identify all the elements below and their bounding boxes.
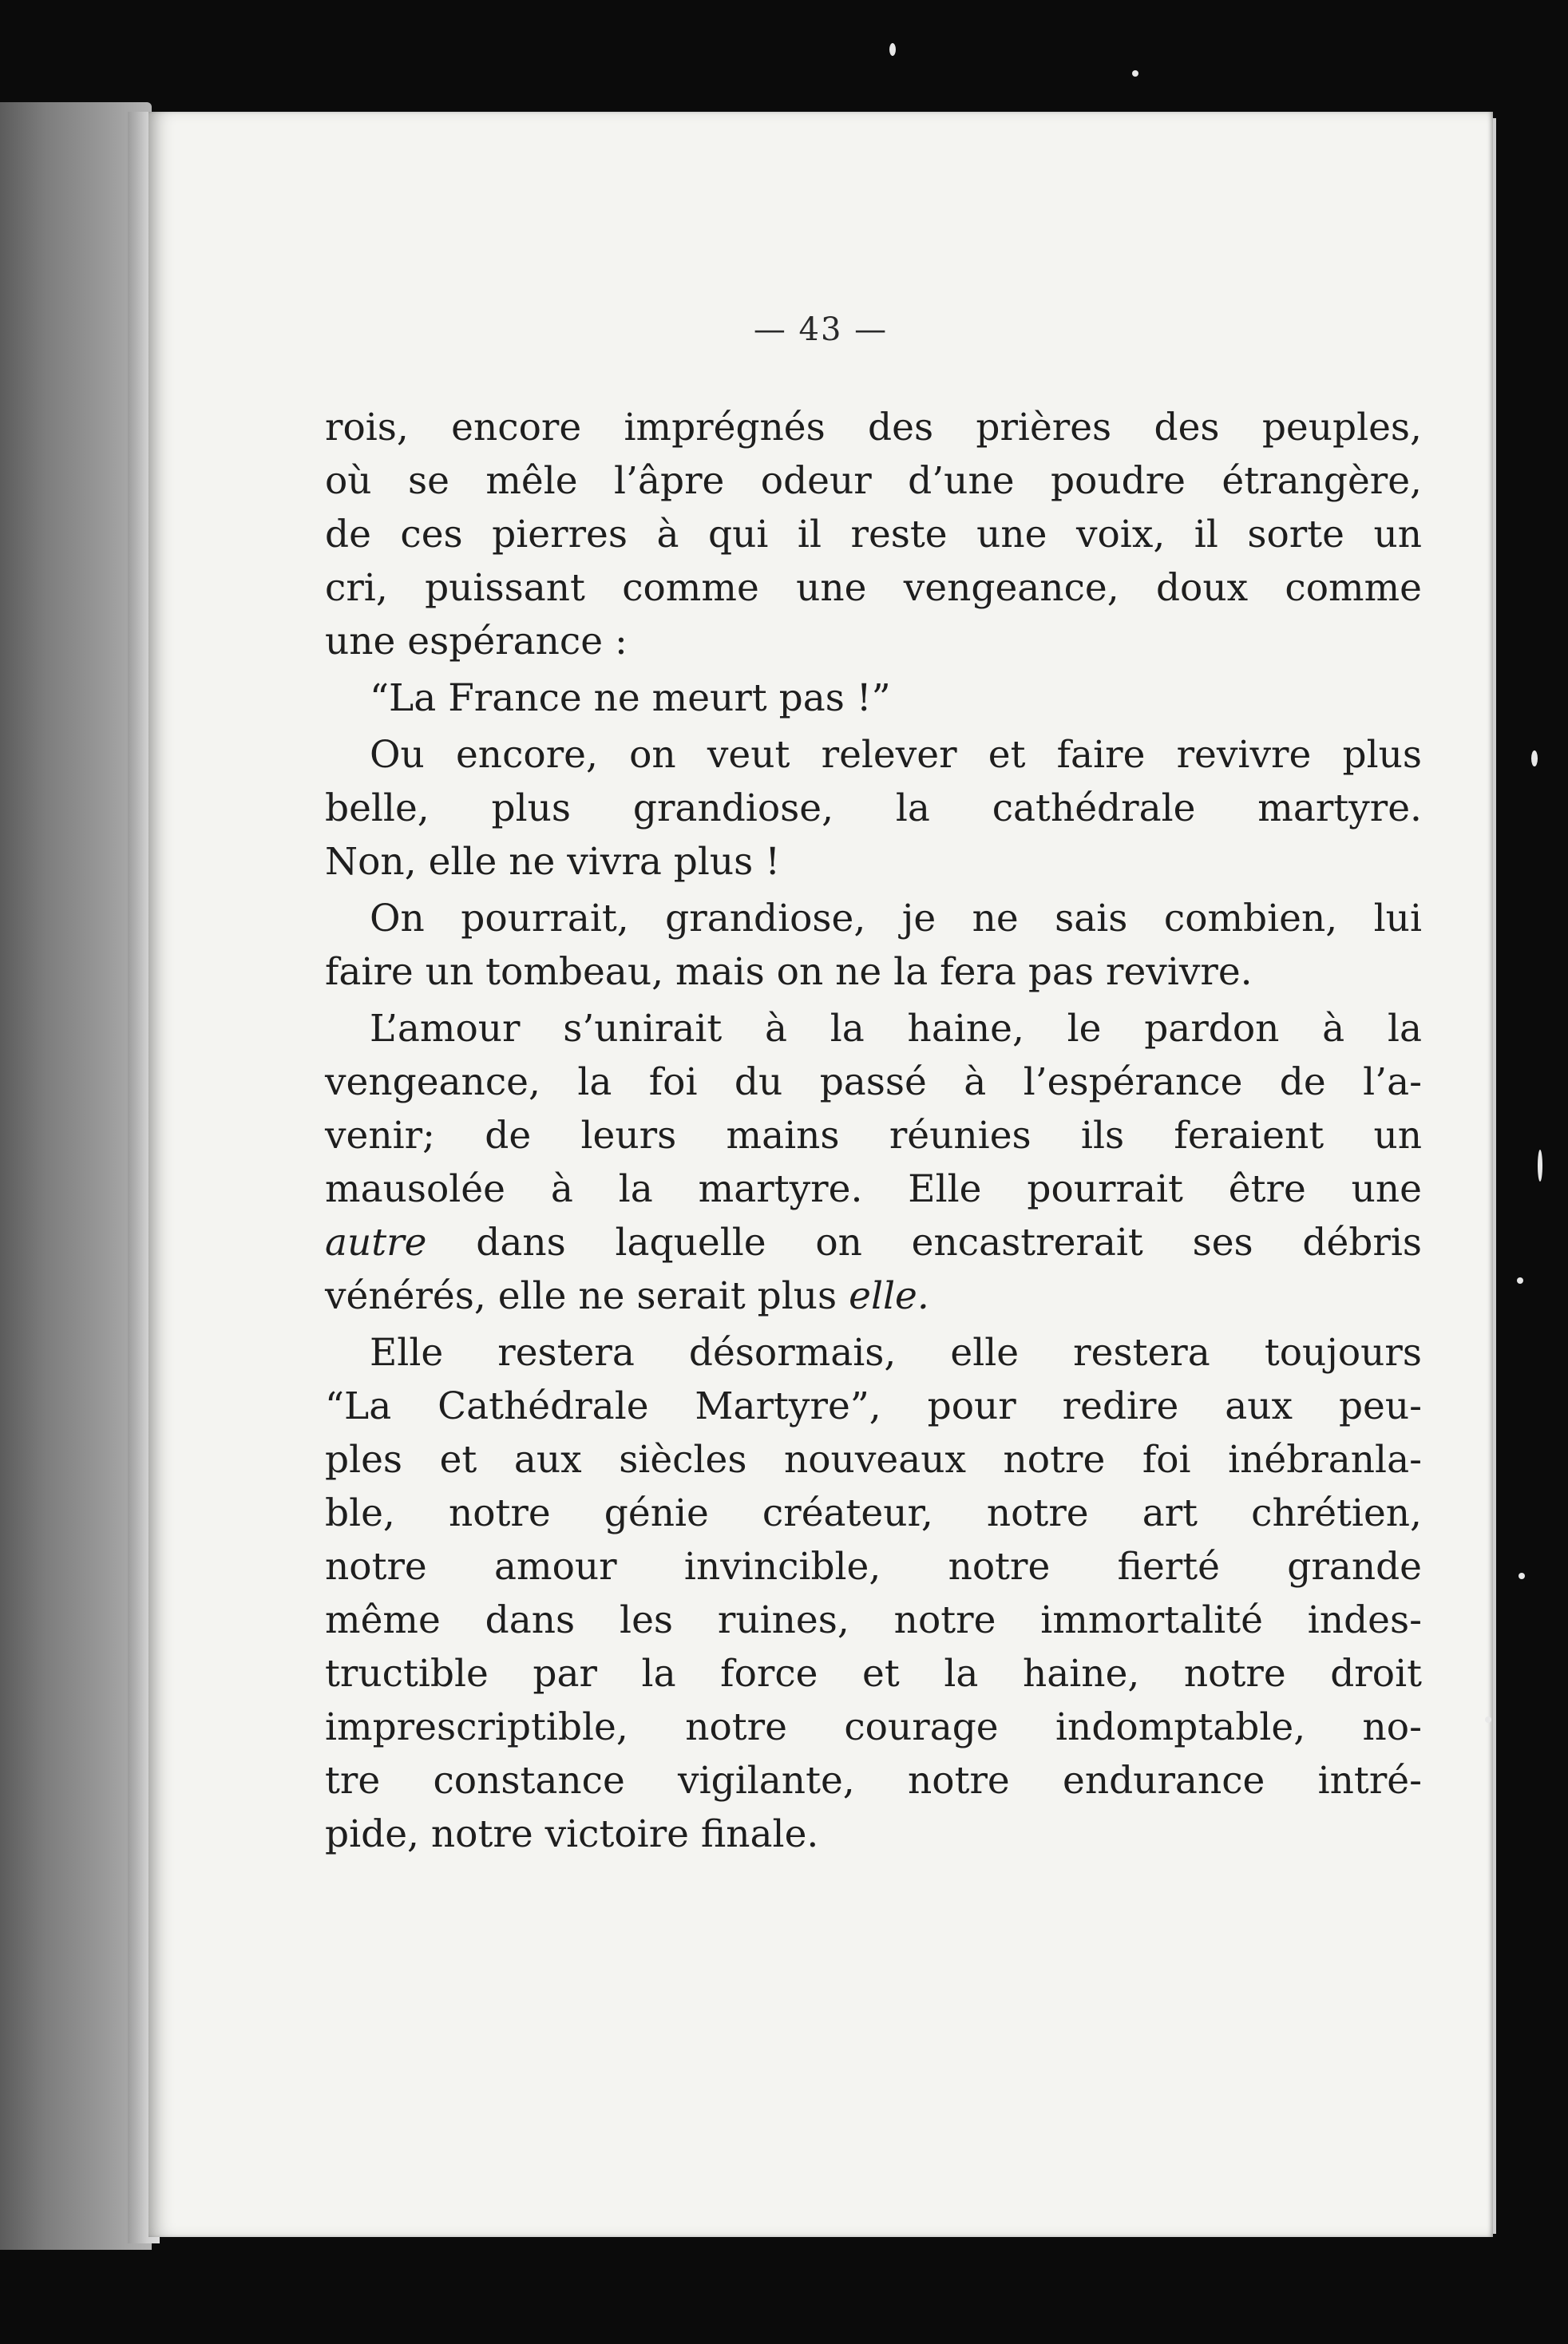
text-line: notre amour invincible, notre fierté grande <box>325 1545 1422 1589</box>
dust-speck <box>889 43 896 56</box>
dust-speck <box>1132 70 1138 77</box>
dust-speck <box>1517 1277 1523 1284</box>
text-line: L’amour s’unirait à la haine, le pardon à la <box>370 1007 1422 1051</box>
text-line: faire un tombeau, mais on ne la fera pas revivre. <box>325 950 1253 994</box>
page-number: — 43 — <box>753 311 889 348</box>
paragraph <box>280 671 1422 725</box>
text-line: Non, elle ne vivra plus ! <box>325 840 781 884</box>
dust-speck <box>1519 1573 1525 1579</box>
text-line: ble, notre génie créateur, notre art chrétien, <box>325 1491 1422 1535</box>
text-line: venir; de leurs mains réunies ils feraient un <box>325 1114 1422 1158</box>
paragraph <box>280 401 1422 668</box>
text-line: “La France ne meurt pas !” <box>370 676 891 720</box>
dust-speck <box>1485 1716 1491 1723</box>
text-line: vénérés, elle ne serait plus elle. <box>325 1274 929 1318</box>
text-line: rois, encore imprégnés des prières des peuples, <box>325 406 1422 449</box>
body-text <box>280 401 1422 1864</box>
text-line: où se mêle l’âpre odeur d’une poudre étrangère, <box>325 459 1422 503</box>
dust-speck <box>1538 1150 1542 1182</box>
dust-speck <box>1531 750 1538 766</box>
text-line: pide, notre victoire finale. <box>325 1812 819 1856</box>
paragraph <box>280 728 1422 889</box>
text-line: vengeance, la foi du passé à l’espérance de l’a- <box>325 1060 1422 1104</box>
text-line: une espérance : <box>325 620 628 663</box>
text-line: “La Cathédrale Martyre”, pour redire aux peu- <box>325 1384 1422 1428</box>
book-page <box>148 112 1493 2237</box>
text-line: imprescriptible, notre courage indomptable, no- <box>325 1705 1422 1749</box>
text-line: même dans les ruines, notre immortalité indes- <box>325 1598 1422 1642</box>
text-line: ples et aux siècles nouveaux notre foi inébranla- <box>325 1438 1422 1482</box>
text-line: On pourrait, grandiose, je ne sais combien, lui <box>370 897 1422 940</box>
paragraph <box>280 892 1422 999</box>
text-line: tructible par la force et la haine, notre droit <box>325 1652 1422 1696</box>
text-line: belle, plus grandiose, la cathédrale martyre. <box>325 786 1422 830</box>
text-line: tre constance vigilante, notre endurance intré- <box>325 1759 1422 1803</box>
text-line: Elle restera désormais, elle restera toujours <box>370 1331 1422 1375</box>
text-line: autre dans laquelle on encastrerait ses débris <box>325 1221 1422 1265</box>
text-line: cri, puissant comme une vengeance, doux comme <box>325 566 1422 610</box>
paragraph <box>280 1326 1422 1861</box>
text-line: Ou encore, on veut relever et faire revivre plus <box>370 733 1422 777</box>
text-line: de ces pierres à qui il reste une voix, il sorte un <box>325 513 1422 556</box>
paragraph <box>280 1002 1422 1323</box>
text-line: mausolée à la martyre. Elle pourrait être une <box>325 1167 1422 1211</box>
